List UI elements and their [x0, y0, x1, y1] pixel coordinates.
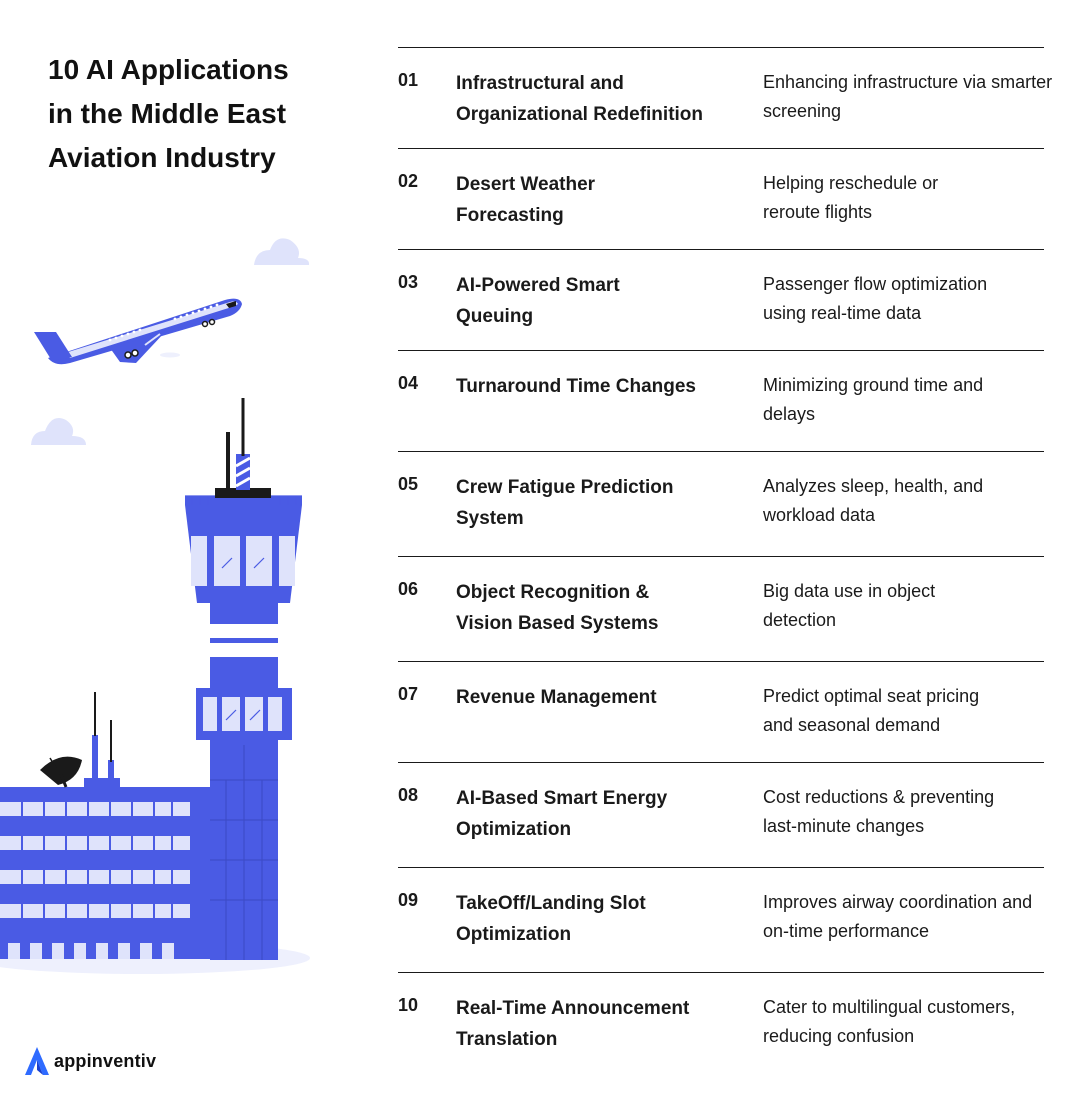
table-row [398, 763, 1044, 868]
table-row [398, 48, 1053, 149]
appinventiv-logo-icon [24, 1046, 50, 1076]
row-description: Big data use in object detection [763, 581, 936, 630]
table-row [398, 452, 1044, 557]
cloud-icon [254, 238, 309, 265]
row-number: 06 [398, 579, 419, 599]
row-description: Passenger flow optimization using real-time data [763, 274, 988, 323]
row-number: 07 [398, 684, 419, 704]
table-row [398, 868, 1044, 973]
row-number: 05 [398, 474, 419, 494]
row-description: Minimizing ground time and delays [763, 375, 984, 424]
row-title: Desert Weather Forecasting [456, 174, 596, 226]
row-title: Revenue Management [456, 687, 657, 708]
row-description: Predict optimal seat pricing and seasonal demand [763, 686, 980, 735]
row-description: Improves airway coordination and on-time performance [763, 892, 1033, 941]
applications-table [398, 47, 1053, 1073]
row-title: Object Recognition & Vision Based Systems [456, 582, 659, 634]
brand-name: appinventiv [54, 1050, 157, 1071]
row-number: 10 [398, 995, 419, 1015]
row-title: Infrastructural and Organizational Redefinition [456, 73, 704, 125]
row-number: 02 [398, 171, 419, 191]
title-line-1: 10 AI Applications [48, 54, 289, 85]
table-row [398, 250, 1044, 351]
row-number: 03 [398, 272, 419, 292]
table-row [398, 351, 1044, 452]
row-description: Cost reductions & preventing last-minute changes [763, 787, 995, 836]
row-description: Helping reschedule or reroute flights [763, 173, 939, 222]
table-row [398, 662, 1044, 763]
row-title: Turnaround Time Changes [456, 376, 696, 397]
row-title: AI-Powered Smart Queuing [456, 275, 620, 327]
airport-illustration [0, 220, 340, 1000]
row-title: Crew Fatigue Prediction System [456, 477, 674, 529]
row-number: 04 [398, 373, 419, 393]
table-row [398, 149, 1044, 250]
row-number: 01 [398, 70, 419, 90]
page-title [48, 48, 348, 180]
row-description: Analyzes sleep, health, and workload data [763, 476, 984, 525]
row-number: 08 [398, 785, 419, 805]
brand-logo[interactable] [24, 1046, 156, 1076]
table-row [398, 973, 1044, 1073]
terminal-building-icon [0, 692, 210, 959]
row-title: Real-Time Announcement Translation [456, 998, 690, 1050]
row-description: Enhancing infrastructure via smarter screening [763, 72, 1053, 121]
airplane-icon [34, 299, 242, 365]
title-line-3: Aviation Industry [48, 142, 276, 173]
table-row [398, 557, 1044, 662]
row-title: AI-Based Smart Energy Optimization [456, 788, 668, 840]
satellite-dish-icon [40, 757, 82, 787]
row-number: 09 [398, 890, 419, 910]
title-line-2: in the Middle East [48, 98, 287, 129]
row-title: TakeOff/Landing Slot Optimization [456, 893, 646, 945]
row-description: Cater to multilingual customers, reducing confusion [763, 997, 1016, 1046]
cloud-icon [31, 418, 86, 445]
